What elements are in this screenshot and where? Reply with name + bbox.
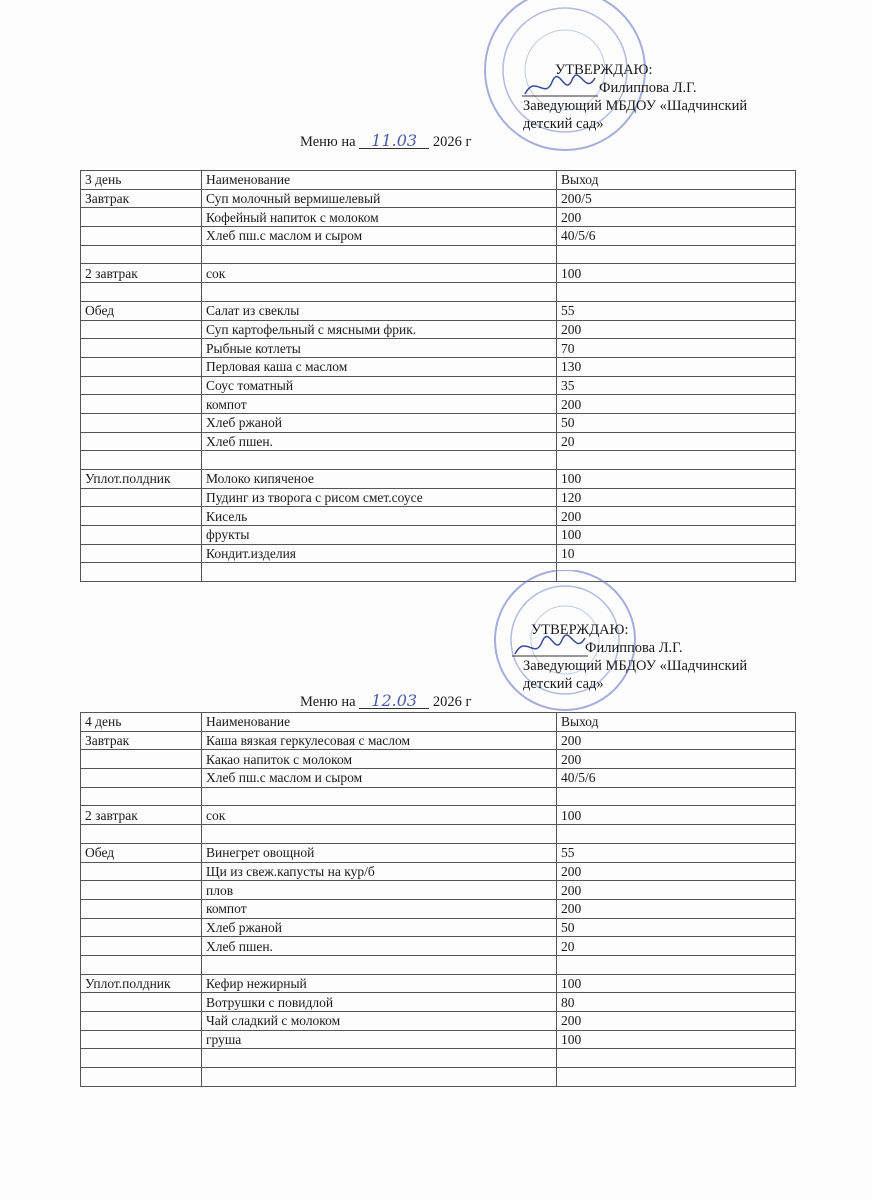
table-row <box>81 283 796 302</box>
meal-cell <box>81 750 202 769</box>
approver-position-2: детский сад» <box>523 116 604 132</box>
table-row <box>81 1030 796 1049</box>
portion-cell: 200 <box>557 507 796 526</box>
portion-cell: 200 <box>557 750 796 769</box>
dish-cell: Кефир нежирный <box>202 974 557 993</box>
portion-cell: 200 <box>557 395 796 414</box>
dish-cell: Рыбные котлеты <box>202 339 557 358</box>
table-row <box>81 376 796 395</box>
dish-cell <box>202 955 557 974</box>
meal-cell: Уплот.полдник <box>81 470 202 489</box>
portion-cell <box>557 1049 796 1068</box>
portion-cell: 100 <box>557 806 796 825</box>
meal-cell <box>81 1030 202 1049</box>
dish-cell: плов <box>202 881 557 900</box>
meal-cell <box>81 1049 202 1068</box>
meal-cell <box>81 1068 202 1087</box>
menu-title <box>300 131 472 151</box>
table-row <box>81 357 796 376</box>
portion-cell: 200/5 <box>557 189 796 208</box>
menu-title <box>300 691 472 711</box>
dish-cell <box>202 1068 557 1087</box>
dish-cell <box>202 283 557 302</box>
portion-cell: 100 <box>557 1030 796 1049</box>
approve-label: УТВЕРЖДАЮ: <box>555 62 653 78</box>
dish-cell <box>202 451 557 470</box>
table-row <box>81 208 796 227</box>
table-row <box>81 993 796 1012</box>
portion-cell: 100 <box>557 526 796 545</box>
dish-cell: Кондит.изделия <box>202 544 557 563</box>
meal-cell <box>81 283 202 302</box>
dish-cell: Винегрет овощной <box>202 843 557 862</box>
meal-cell <box>81 339 202 358</box>
portion-cell: 10 <box>557 544 796 563</box>
approver-name: Филиппова Л.Г. <box>599 80 697 96</box>
table-row <box>81 227 796 246</box>
portion-cell <box>557 825 796 844</box>
dish-cell <box>202 787 557 806</box>
portion-cell: 100 <box>557 264 796 283</box>
dish-cell: сок <box>202 264 557 283</box>
meal-cell <box>81 1012 202 1031</box>
meal-cell <box>81 208 202 227</box>
dish-cell: фрукты <box>202 526 557 545</box>
table-header-row <box>81 171 796 190</box>
table-row <box>81 731 796 750</box>
approval-block <box>523 621 747 693</box>
dish-cell: Суп картофельный с мясными фрик. <box>202 320 557 339</box>
table-row <box>81 806 796 825</box>
portion-cell: 40/5/6 <box>557 769 796 788</box>
meal-cell <box>81 769 202 788</box>
table-row <box>81 955 796 974</box>
table-row <box>81 563 796 582</box>
table-row <box>81 1012 796 1031</box>
approver-position: Заведующий МБДОУ «Шадчинский <box>523 98 748 114</box>
portion-cell: 200 <box>557 862 796 881</box>
portion-cell: 70 <box>557 339 796 358</box>
portion-cell: 20 <box>557 937 796 956</box>
table-row <box>81 507 796 526</box>
dish-cell <box>202 825 557 844</box>
meal-cell <box>81 451 202 470</box>
table-row <box>81 544 796 563</box>
meal-cell <box>81 881 202 900</box>
meal-cell <box>81 526 202 545</box>
menu-prefix: Меню на <box>300 694 356 710</box>
portion-cell: 200 <box>557 208 796 227</box>
table-row <box>81 432 796 451</box>
portion-cell: 50 <box>557 918 796 937</box>
meal-cell <box>81 918 202 937</box>
table-row <box>81 470 796 489</box>
table-row <box>81 301 796 320</box>
table-row <box>81 787 796 806</box>
table-row <box>81 918 796 937</box>
portion-cell: 55 <box>557 301 796 320</box>
meal-cell <box>81 432 202 451</box>
dish-cell: Суп молочный вермишелевый <box>202 189 557 208</box>
dish-cell: Пудинг из творога с рисом смет.соусе <box>202 488 557 507</box>
portion-cell: 35 <box>557 376 796 395</box>
dish-cell: Хлеб ржаной <box>202 918 557 937</box>
menu-year: 2026 г <box>432 134 472 150</box>
meal-cell <box>81 320 202 339</box>
meal-cell <box>81 899 202 918</box>
meal-cell <box>81 488 202 507</box>
dish-cell <box>202 245 557 264</box>
table-row <box>81 769 796 788</box>
dish-cell: Салат из свеклы <box>202 301 557 320</box>
meal-cell: Обед <box>81 301 202 320</box>
table-row <box>81 451 796 470</box>
portion-cell: 200 <box>557 899 796 918</box>
dish-cell: Хлеб ржаной <box>202 413 557 432</box>
menu-date: 12.03 <box>359 694 429 709</box>
meal-cell: Завтрак <box>81 731 202 750</box>
dish-cell: Каша вязкая геркулесовая с маслом <box>202 731 557 750</box>
meal-cell: 2 завтрак <box>81 806 202 825</box>
meal-cell <box>81 544 202 563</box>
menu-date: 11.03 <box>359 134 429 149</box>
portion-cell: 130 <box>557 357 796 376</box>
approve-label: УТВЕРЖДАЮ: <box>531 622 629 638</box>
portion-cell: 40/5/6 <box>557 227 796 246</box>
dish-cell: компот <box>202 899 557 918</box>
portion-cell <box>557 787 796 806</box>
portion-cell: 55 <box>557 843 796 862</box>
portion-cell: 200 <box>557 320 796 339</box>
dish-cell: Какао напиток с молоком <box>202 750 557 769</box>
table-row <box>81 339 796 358</box>
portion-cell: Выход <box>557 171 796 190</box>
table-row <box>81 395 796 414</box>
dish-cell <box>202 1049 557 1068</box>
table-row <box>81 750 796 769</box>
table-row <box>81 862 796 881</box>
table-row <box>81 264 796 283</box>
dish-cell: сок <box>202 806 557 825</box>
dish-cell: Хлеб пш.с маслом и сыром <box>202 227 557 246</box>
meal-cell <box>81 563 202 582</box>
portion-cell: 200 <box>557 881 796 900</box>
portion-cell: 120 <box>557 488 796 507</box>
portion-cell: 80 <box>557 993 796 1012</box>
table-row <box>81 937 796 956</box>
table-row <box>81 843 796 862</box>
meal-cell <box>81 413 202 432</box>
table-row <box>81 899 796 918</box>
table-row <box>81 881 796 900</box>
table-row <box>81 413 796 432</box>
table-header-row <box>81 713 796 732</box>
dish-cell: Перловая каша с маслом <box>202 357 557 376</box>
meal-cell <box>81 993 202 1012</box>
dish-cell: Хлеб пшен. <box>202 432 557 451</box>
dish-cell: компот <box>202 395 557 414</box>
approver-position: Заведующий МБДОУ «Шадчинский <box>523 658 748 674</box>
dish-cell: Соус томатный <box>202 376 557 395</box>
meal-cell <box>81 862 202 881</box>
meal-cell <box>81 376 202 395</box>
meal-cell: Уплот.полдник <box>81 974 202 993</box>
meal-cell <box>81 937 202 956</box>
table-row <box>81 526 796 545</box>
meal-cell: Завтрак <box>81 189 202 208</box>
approver-name: Филиппова Л.Г. <box>585 640 683 656</box>
meal-cell <box>81 955 202 974</box>
menu-year: 2026 г <box>432 694 472 710</box>
dish-cell: груша <box>202 1030 557 1049</box>
meal-cell <box>81 245 202 264</box>
dish-cell: Вотрушки с повидлой <box>202 993 557 1012</box>
portion-cell <box>557 283 796 302</box>
table-row <box>81 245 796 264</box>
table-row <box>81 320 796 339</box>
meal-cell: 2 завтрак <box>81 264 202 283</box>
meal-cell: Обед <box>81 843 202 862</box>
dish-cell: Щи из свеж.капусты на кур/б <box>202 862 557 881</box>
dish-cell: Молоко кипяченое <box>202 470 557 489</box>
menu-prefix: Меню на <box>300 134 356 150</box>
approval-block <box>523 61 747 133</box>
approver-position-2: детский сад» <box>523 676 604 692</box>
portion-cell: 20 <box>557 432 796 451</box>
meal-cell <box>81 787 202 806</box>
portion-cell: Выход <box>557 713 796 732</box>
dish-cell: Кофейный напиток с молоком <box>202 208 557 227</box>
menu-table-day-3 <box>80 170 796 582</box>
dish-cell: Наименование <box>202 171 557 190</box>
table-row <box>81 488 796 507</box>
meal-cell <box>81 395 202 414</box>
portion-cell: 200 <box>557 1012 796 1031</box>
dish-cell: Наименование <box>202 713 557 732</box>
portion-cell: 50 <box>557 413 796 432</box>
meal-cell <box>81 825 202 844</box>
meal-cell <box>81 227 202 246</box>
portion-cell <box>557 1068 796 1087</box>
table-row <box>81 1049 796 1068</box>
portion-cell: 200 <box>557 731 796 750</box>
dish-cell: Кисель <box>202 507 557 526</box>
meal-cell: 3 день <box>81 171 202 190</box>
table-row <box>81 825 796 844</box>
table-row <box>81 974 796 993</box>
portion-cell: 100 <box>557 470 796 489</box>
menu-table-day-4 <box>80 712 796 1087</box>
dish-cell: Хлеб пшен. <box>202 937 557 956</box>
meal-cell <box>81 357 202 376</box>
portion-cell <box>557 245 796 264</box>
dish-cell: Хлеб пш.с маслом и сыром <box>202 769 557 788</box>
meal-cell: 4 день <box>81 713 202 732</box>
dish-cell: Чай сладкий с молоком <box>202 1012 557 1031</box>
table-row <box>81 1068 796 1087</box>
portion-cell: 100 <box>557 974 796 993</box>
portion-cell <box>557 451 796 470</box>
meal-cell <box>81 507 202 526</box>
portion-cell <box>557 955 796 974</box>
table-row <box>81 189 796 208</box>
